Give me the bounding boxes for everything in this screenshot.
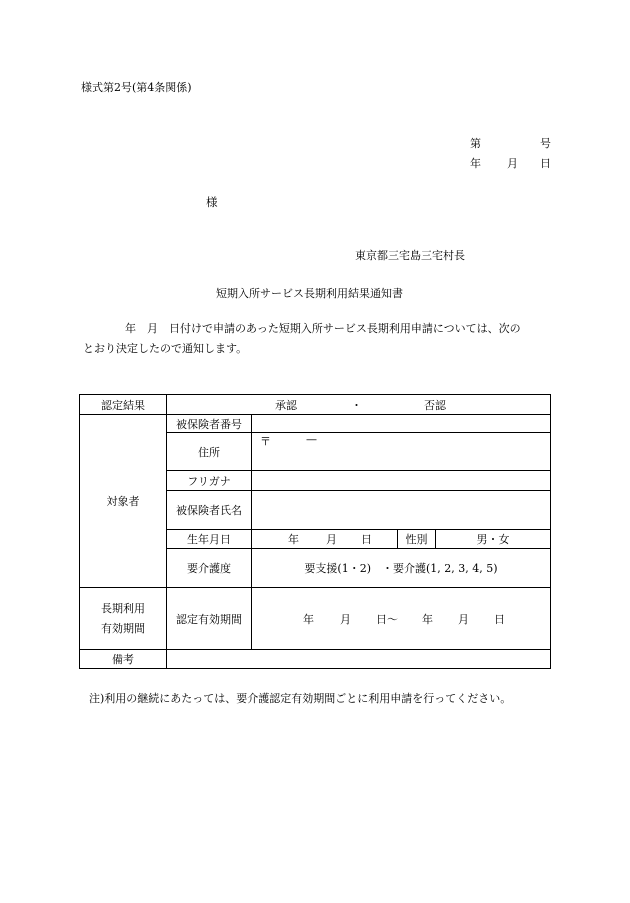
period-start-day: 日～: [376, 612, 398, 626]
care-level-options[interactable]: 要支援(1・2) ・要介護(1, 2, 3, 4, 5): [304, 562, 498, 575]
period-start-year: 年: [303, 612, 314, 626]
body-line-2: とおり決定したので通知します。: [83, 342, 248, 355]
long-term-label-line1: 長期利用: [101, 601, 145, 615]
document-title: 短期入所サービス長期利用結果通知書: [216, 287, 403, 300]
form-label: 様式第2号(第4条関係): [81, 81, 192, 94]
remarks-field[interactable]: [167, 650, 550, 668]
body-line-1: 年 月 日付けで申請のあった短期入所サービス長期利用申請については、次の: [125, 322, 521, 335]
postal-dash: —: [306, 433, 317, 446]
result-table: [79, 394, 551, 669]
cert-period-label: 認定有効期間: [176, 612, 242, 626]
furigana-field[interactable]: [252, 471, 550, 490]
issue-date-line: [470, 157, 550, 171]
long-term-label-line2: 有効期間: [101, 621, 145, 635]
postal-mark: 〒: [260, 435, 271, 448]
subject-label: 対象者: [106, 495, 140, 508]
insured-name-field[interactable]: [252, 491, 550, 529]
period-start-month: 月: [340, 612, 351, 626]
address-label: 住所: [198, 445, 220, 459]
furigana-label: フリガナ: [187, 474, 231, 488]
number-prefix: 第: [470, 137, 481, 150]
remarks-label: 備考: [112, 653, 134, 666]
birth-month: 月: [326, 533, 337, 546]
insured-number-label: 被保険者番号: [176, 417, 242, 431]
birthdate-field[interactable]: [252, 530, 397, 548]
period-end-year: 年: [422, 612, 433, 626]
issuer: 東京都三宅島三宅村長: [355, 249, 465, 262]
number-suffix: 号: [540, 137, 551, 150]
long-term-label: [80, 588, 166, 649]
address-field[interactable]: [252, 433, 550, 470]
recipient-honorific: 様: [206, 195, 218, 209]
birth-day: 日: [361, 533, 372, 546]
issue-year: 年: [470, 157, 481, 170]
option-separator: ・: [351, 398, 362, 412]
deny-option[interactable]: 否認: [424, 398, 446, 412]
document-number-line: [470, 137, 550, 151]
issue-day: 日: [540, 157, 551, 170]
approve-option[interactable]: 承認: [275, 398, 297, 412]
birthdate-label: 生年月日: [187, 533, 231, 546]
issue-month: 月: [507, 157, 518, 170]
sex-options[interactable]: 男・女: [476, 533, 510, 546]
insured-number-field[interactable]: [252, 415, 550, 432]
sex-label: 性別: [405, 533, 428, 546]
birth-year: 年: [288, 533, 299, 546]
care-level-label: 要介護度: [187, 562, 231, 575]
period-end-day: 日: [494, 612, 505, 626]
result-options: [167, 395, 550, 414]
footnote: 注)利用の継続にあたっては、要介護認定有効期間ごとに利用申請を行ってください。: [89, 692, 512, 705]
result-label: 認定結果: [101, 398, 145, 412]
insured-name-label: 被保険者氏名: [176, 504, 242, 517]
cert-period-field[interactable]: [252, 588, 550, 649]
period-end-month: 月: [458, 612, 469, 626]
